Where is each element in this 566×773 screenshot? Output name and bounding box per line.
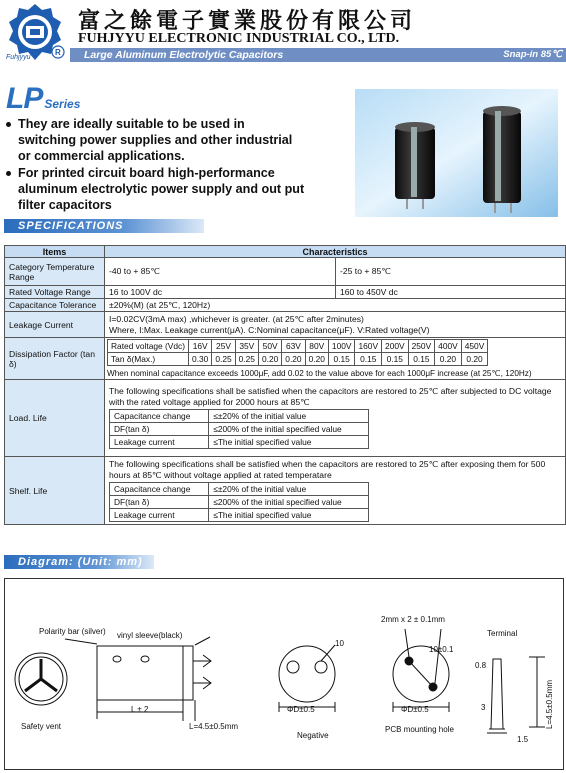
tan-delta-cell: 0.25 <box>235 353 258 366</box>
series-suffix: Series <box>44 97 81 111</box>
load-life-label: Load. Life <box>5 380 105 457</box>
load-life-value: The following specifications shall be satisfied when the capacitors are restored to 25℃ after subjected to DC voltage with the rated voltage applied for 2000 hours at 85℃ Capacitance change ≤±20% of the initial value DF(tan δ) ≤200% of the initial specified value Leakage current ≤The initial specified value <box>105 380 566 457</box>
pcb-label: PCB mounting hole <box>385 725 454 734</box>
tan-delta-cell: 0.25 <box>212 353 235 366</box>
length-label: L ± 2 <box>131 705 149 714</box>
diagram-drawing <box>5 579 563 769</box>
dissipation-value <box>105 338 566 380</box>
rated-voltage-cell: 80V <box>305 340 328 353</box>
rated-voltage-cell: 50V <box>258 340 281 353</box>
dissipation-label: Dissipation Factor (tan δ) <box>5 338 105 380</box>
series-name: LP <box>6 82 43 115</box>
t3-label: 3 <box>481 703 486 712</box>
rated-voltage-cell: 250V <box>408 340 435 353</box>
tan-delta-cell: 0.20 <box>305 353 328 366</box>
feature-item: They are ideally suitable to be used in switching power supplies and other industrial or commercial applications. <box>6 116 306 164</box>
tan-delta-cell: 0.15 <box>382 353 409 366</box>
cap-tolerance-value: ±20%(M) (at 25℃, 120Hz) <box>105 299 566 312</box>
rated-voltage-label: Rated Voltage Range <box>5 286 105 299</box>
dissipation-table: Rated voltage (Vdc) 16V 25V 35V 50V 63V 80V 100V 160V 200V 250V 400V 450V Tan δ(Max.) 0.30 0.25 0.25 0.20 0.20 0.20 0.15 0.15 0.15 0.15 0.20 0.20 <box>107 339 488 366</box>
tan-delta-cell: 0.20 <box>461 353 488 366</box>
rated-voltage-cell: 100V <box>328 340 355 353</box>
col-characteristics: Characteristics <box>105 246 566 258</box>
ten-label: 10 <box>335 639 344 648</box>
d-neg-label: ΦD±0.5 <box>287 705 315 714</box>
category-temp-high: -25 to + 85℃ <box>336 258 566 286</box>
pin-spacing-label: 2mm x 2 ± 0.1mm <box>381 615 445 624</box>
col-items: Items <box>5 246 105 258</box>
rated-voltage-cell: 450V <box>461 340 488 353</box>
specifications-header: SPECIFICATIONS <box>4 219 204 233</box>
shelf-life-label: Shelf. Life <box>5 457 105 525</box>
tan-delta-cell: 0.20 <box>435 353 462 366</box>
dissipation-note: When nominal capacitance exceeds 1000μF, add 0.02 to the value above for each 1000μF increase (at 25℃, 120Hz) <box>107 369 532 378</box>
ten-tol-label: 10±0.1 <box>429 645 454 654</box>
product-photo <box>355 89 558 217</box>
specifications-table <box>4 245 566 525</box>
tan-delta-cell: 0.15 <box>408 353 435 366</box>
sleeve-label: vinyl sleeve(black) <box>117 631 183 640</box>
tan-delta-cell: 0.20 <box>282 353 305 366</box>
company-name-chinese: 富之餘電子實業股份有限公司 <box>78 8 417 34</box>
tan-delta-cell: 0.20 <box>258 353 281 366</box>
leakage-value: I=0.02CV(3mA max) ,whichever is greater. (at 25℃ after 2minutes) Where, I:Max. Leakage current(μA). C:Nominal capacitance(μF). V:Rated voltage(V) <box>105 312 566 338</box>
rated-voltage-cell: 400V <box>435 340 462 353</box>
shelf-life-value: The following specifications shall be satisfied when the capacitors are restored to 25℃ after exposing them for 500 hours at 85℃ without voltage applied at rated temperatare Capacitance change ≤±20% of the initial value DF(tan δ) ≤200% of the initial specified value Leakage current ≤The initial specified value <box>105 457 566 525</box>
rated-voltage-cell: 200V <box>382 340 409 353</box>
t08-label: 0.8 <box>475 661 487 670</box>
feature-item: For printed circuit board high-performance aluminum electrolytic power supply and out put filter capacitors <box>6 165 306 213</box>
feature-list <box>6 116 306 214</box>
rated-voltage-cell: 160V <box>355 340 382 353</box>
product-banner <box>70 48 566 62</box>
shelf-life-table: Capacitance change ≤±20% of the initial value DF(tan δ) ≤200% of the initial specified value Leakage current ≤The initial specified value <box>109 482 369 522</box>
leakage-label: Leakage Current <box>5 312 105 338</box>
mount-type: Snap-in 85℃ <box>503 49 562 60</box>
brand-name: Fuhjyyu <box>6 54 31 61</box>
rated-voltage-cell: 63V <box>282 340 305 353</box>
rated-voltage-low: 16 to 100V dc <box>105 286 336 299</box>
rated-voltage-cell: 35V <box>235 340 258 353</box>
terminal-length-label: L=4.5±0.5mm <box>545 679 554 729</box>
series-title <box>6 82 80 116</box>
tan-delta-cell: 0.15 <box>328 353 355 366</box>
terminal-label: Terminal <box>487 629 518 638</box>
lead-label: L=4.5±0.5mm <box>189 722 239 731</box>
category-temp-label: Category Temperature Range <box>5 258 105 286</box>
diagram-header: Diagram: (Unit: mm) <box>4 555 154 569</box>
tan-delta-cell: 0.15 <box>355 353 382 366</box>
negative-label: Negative <box>297 731 329 740</box>
svg-text:R: R <box>55 48 61 57</box>
d-pcb-label: ΦD±0.5 <box>401 705 429 714</box>
t15-label: 1.5 <box>517 735 529 744</box>
product-line: Large Aluminum Electrolytic Capacitors <box>84 49 284 61</box>
rated-voltage-high: 160 to 450V dc <box>336 286 566 299</box>
dimension-diagram <box>4 578 564 770</box>
tan-delta-cell: 0.30 <box>189 353 212 366</box>
cap-tolerance-label: Capacitance Tolerance <box>5 299 105 312</box>
company-name-english: FUHJYYU ELECTRONIC INDUSTRIAL CO., LTD. <box>78 31 400 46</box>
vent-label: Safety vent <box>21 722 62 731</box>
rated-voltage-cell: 16V <box>189 340 212 353</box>
load-life-table: Capacitance change ≤±20% of the initial value DF(tan δ) ≤200% of the initial specified value Leakage current ≤The initial specified value <box>109 409 369 449</box>
category-temp-low: -40 to + 85℃ <box>105 258 336 286</box>
polarity-label: Polarity bar (silver) <box>39 627 106 636</box>
rated-voltage-cell: 25V <box>212 340 235 353</box>
